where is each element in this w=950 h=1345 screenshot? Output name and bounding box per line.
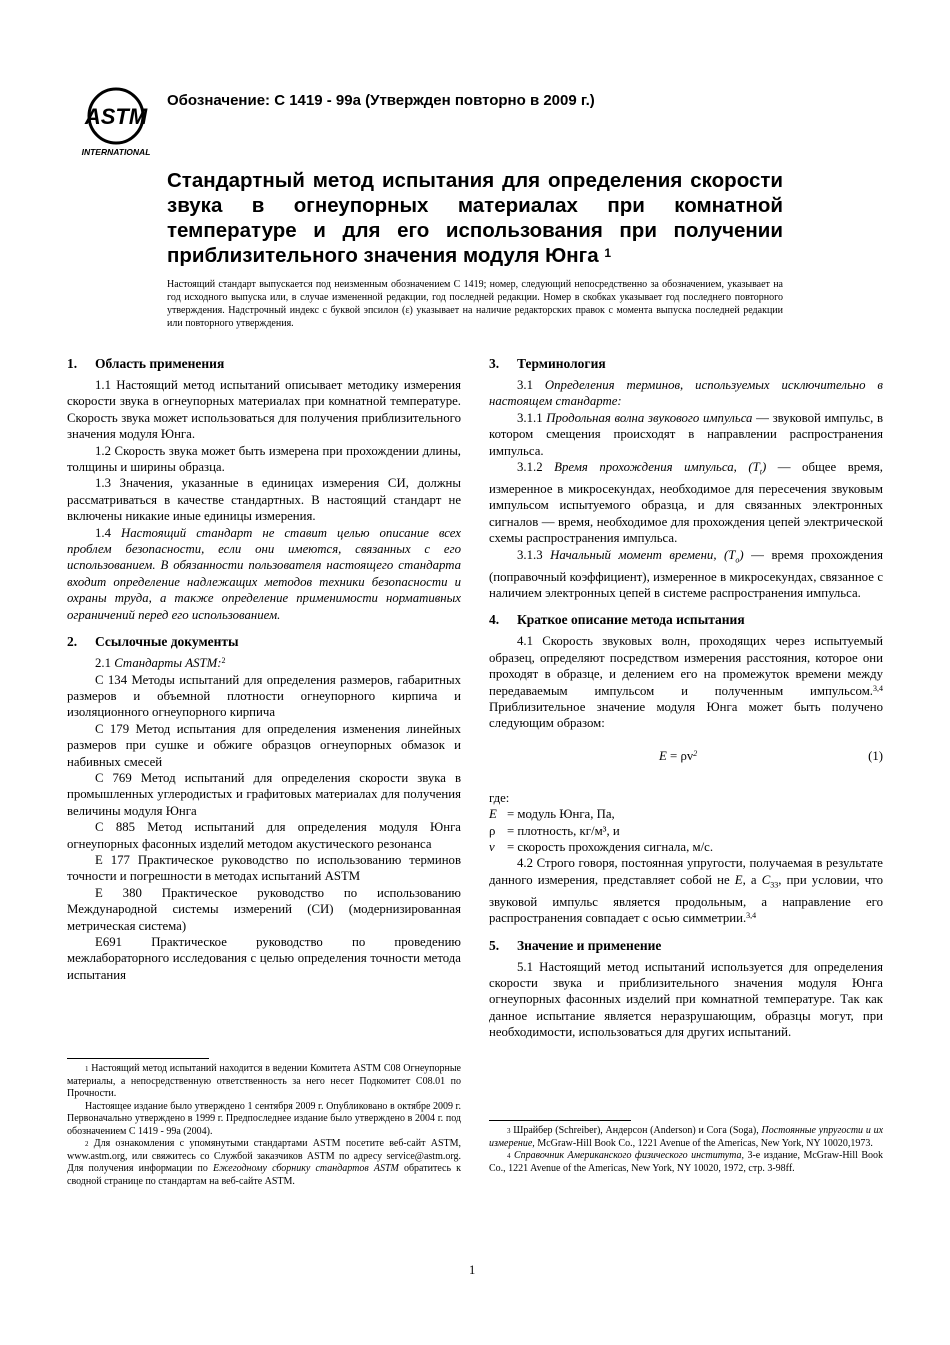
footnote-2: $^2$ Для ознакомления с упомянутыми стандартами ASTM посетите веб-сайт ASTM, www.astm.org, или свяжитесь со Службой заказчиков ASTM по адресу service@astm.org. Для получения информации по Ежегодному сборнику стандартов ASTM обратитесь к сводной странице по стандартам на веб-сайте ASTM. [67,1138,462,1187]
page-number: 1 [469,1263,476,1277]
section-heading: 2. Ссылочные документы [67,634,239,650]
designation: Обозначение: C 1419 - 99a (Утвержден повторно в 2009 г.) [167,92,595,109]
equation-formula: $E = \rho v^2$ [659,748,698,763]
paragraph-1-4: 1.4 Настоящий стандарт не ставит целью описание всех проблем безопасности, если они имеются, связанных с его использованием. В обязанности пользователя настоящего стандарта входит определение надлежащих методов техники безопасности и охраны труда, а также определение применимости нормативных ограничений перед его использованием. [67,525,461,622]
reference-item: E 177 Практическое руководство по использованию терминов точности и погрешности в методах испытаний ASTM [67,852,461,884]
section-heading: 5. Значение и применение [489,937,662,953]
definition-line: E = модуль Юнга, Па, [489,807,615,822]
footnote-ref-3-4[interactable]: 3,4 [746,911,757,921]
section-references [67,633,461,983]
reference-item: C 134 Методы испытаний для определения размеров, габаритных размеров и объемной плотности огнеупорного кирпича и изоляционного огнеупорного кирпича [67,672,461,720]
reference-item: C 769 Метод испытаний для определения скорости звука в промышленных углеродистых и графитовых материалах для получения величины модуля Юнга [67,770,461,818]
footnote-4: $^4$ Справочник Американского физического института, 3-е издание, McGraw-Hill Book Co., 1221 Avenue of the Americas, New York, NY 10020, 1972, стр. 3-98ff. [489,1150,884,1174]
section-heading: 4. Краткое описание метода испытания [489,612,745,628]
where-label: где: [489,790,510,805]
left-column [67,355,461,993]
paragraph-1-1: 1.1 Настоящий метод испытаний описывает методику измерения скорости звука в огнеупорных материалах при комнатной температуре. Скорость звука может использоваться для получения приблизительного значения модуля Юнга. [67,378,461,442]
logo-text: ASTM [84,104,148,129]
title-footnote-ref[interactable]: 1 [604,246,612,260]
reference-item: E691 Практическое руководство по проведению межлабораторного исследования с целью определения точности метода испытания [67,935,461,982]
footnotes-right [489,1120,883,1175]
document-title [167,168,783,268]
definition-line: v = скорость прохождения сигнала, м/с. [489,840,714,855]
footnote-divider [67,1058,209,1059]
paragraph-2-1: 2.1 Стандарты ASTM:$^2$ [95,656,226,671]
footnote-1: $^1$ Настоящий метод испытаний находится в ведении Комитета ASTM C08 Огнеупорные материалы, а непосредственную ответственность за него несет Подкомитет C08.01 по Прочности. [67,1063,461,1099]
reference-item: E 380 Практическое руководство по использованию Международной системы измерений (СИ) (модернизированная метрическая система) [67,885,461,933]
paragraph-3-1-1: 3.1.1 Продольная волна звукового импульса — звуковой импульс, в котором смещения происходят в направлении распространения импульса. [489,410,883,458]
footnotes-left [67,1058,461,1188]
footnote-3: $^3$ Шрайбер (Schreiber), Андерсон (Anderson) и Сога (Soga), Постоянные упругости и их измерение, McGraw-Hill Book Co., 1221 Avenue of the Americas, New York, NY 10020,1973. [489,1125,884,1149]
reference-item: C 179 Метод испытания для определения изменения линейных размеров при сушке и обжиге образцов огнеупорных обмазок и набивных смесей [67,721,461,769]
logo-subtext: INTERNATIONAL [81,147,151,157]
equation-1 [489,742,883,776]
right-column [489,355,883,1051]
paragraph-1-2: 1.2 Скорость звука может быть измерена при прохождении длины, толщины и ширины образца. [67,443,461,475]
section-scope [67,355,461,623]
definition-line: ρ = плотность, кг/м³, и [489,823,620,838]
paragraph-3-1: 3.1 Определения терминов, используемых исключительно в настоящем стандарте: [489,378,883,409]
equation-number: (1) [868,748,883,763]
footnote-ref-2[interactable]: 2 [221,656,226,666]
title-text: Стандартный метод испытания для определения скорости звука в огнеупорных материалах при комнатной температуре и для его использования при получении приблизительного значения модуля Юнга [167,169,783,267]
section-summary [489,611,883,926]
paragraph-3-1-3: 3.1.3 Начальный момент времени, $(T_o)$ — время прохождения (поправочный коэффициент), измеренное в микросекундах, связанное с наличием электронных цепей в системе распространения импульса. [489,547,884,600]
section-heading: 3. Терминология [489,356,606,371]
paragraph-4-1: 4.1 Скорость звуковых волн, проходящих через испытуемый образец, определяют посредством измерения расстояния, которое они проходят в образце, и делением его на промежуток времени между передаваемым импульсом и полученным импульсом.$^{3,4}$ Приблизительное значение модуля Юнга может быть получено следующим образом: [489,634,883,731]
section-heading: 1. Область применения [67,356,225,371]
footnote-divider [489,1120,631,1121]
paragraph-4-2: 4.2 Строго говоря, постоянная упругости, получаемая в результате данного измерения, представляет собой не E, а $C_{33}$, при условии, что звуковой импульс является продольным, а направление его распространения совпадает с осью симметрии.$^{3,4}$ [489,856,883,926]
paragraph-5-1: 5.1 Настоящий метод испытаний используется для определения скорости звука и приблизительного значения модуля Юнга огнеупорных фасонных изделий при комнатной температуре. Так как данное испытание является неразрушающим, образцы могут, при необходимости, использоваться для других испытаний. [489,959,883,1040]
section-terminology [489,355,883,601]
reference-item: C 885 Метод испытаний для определения модуля Юнга огнеупорных фасонных изделий методом акустического резонанса [67,820,461,851]
section-significance [489,937,883,1041]
paragraph-1-3: 1.3 Значения, указанные в единицах измерения СИ, должны рассматриваться в качестве стандартных. В настоящий стандарт не включены никакие иные единицы измерения. [67,476,461,524]
astm-logo-icon [74,84,158,158]
edition-notice: Настоящий стандарт выпускается под неизменным обозначением C 1419; номер, следующий непосредственно за обозначением, указывает на год исходного выпуска или, в случае измененной редакции, год последней редакции. Номер в скобках указывает год последнего повторного утверждения. Надстрочный индекс с буквой эпсилон (ε) указывает на наличие редакторских правок с момента выпуска последней редакции или повторного утверждения. [167,279,783,329]
footnote-1b: Настоящее издание было утверждено 1 сентября 2009 г. Опубликовано в октябре 2009 г. Первоначально утверждено в 1999 г. Предпоследнее издание было утверждено в 2004 г. под обозначением C 1419 - 99a (2004). [67,1100,461,1137]
paragraph-3-1-2: 3.1.2 Время прохождения импульса, $(T_t)$ — общее время, измеренное в микросекундах, необходимое для пересечения звуковым импульсом испытуемого образца, и для связанных электронных сигналов — время, необходимое для прохождения цепей электрической схемы распространения импульса. [489,460,883,546]
footnote-ref-3-4[interactable]: 3,4 [873,683,883,693]
